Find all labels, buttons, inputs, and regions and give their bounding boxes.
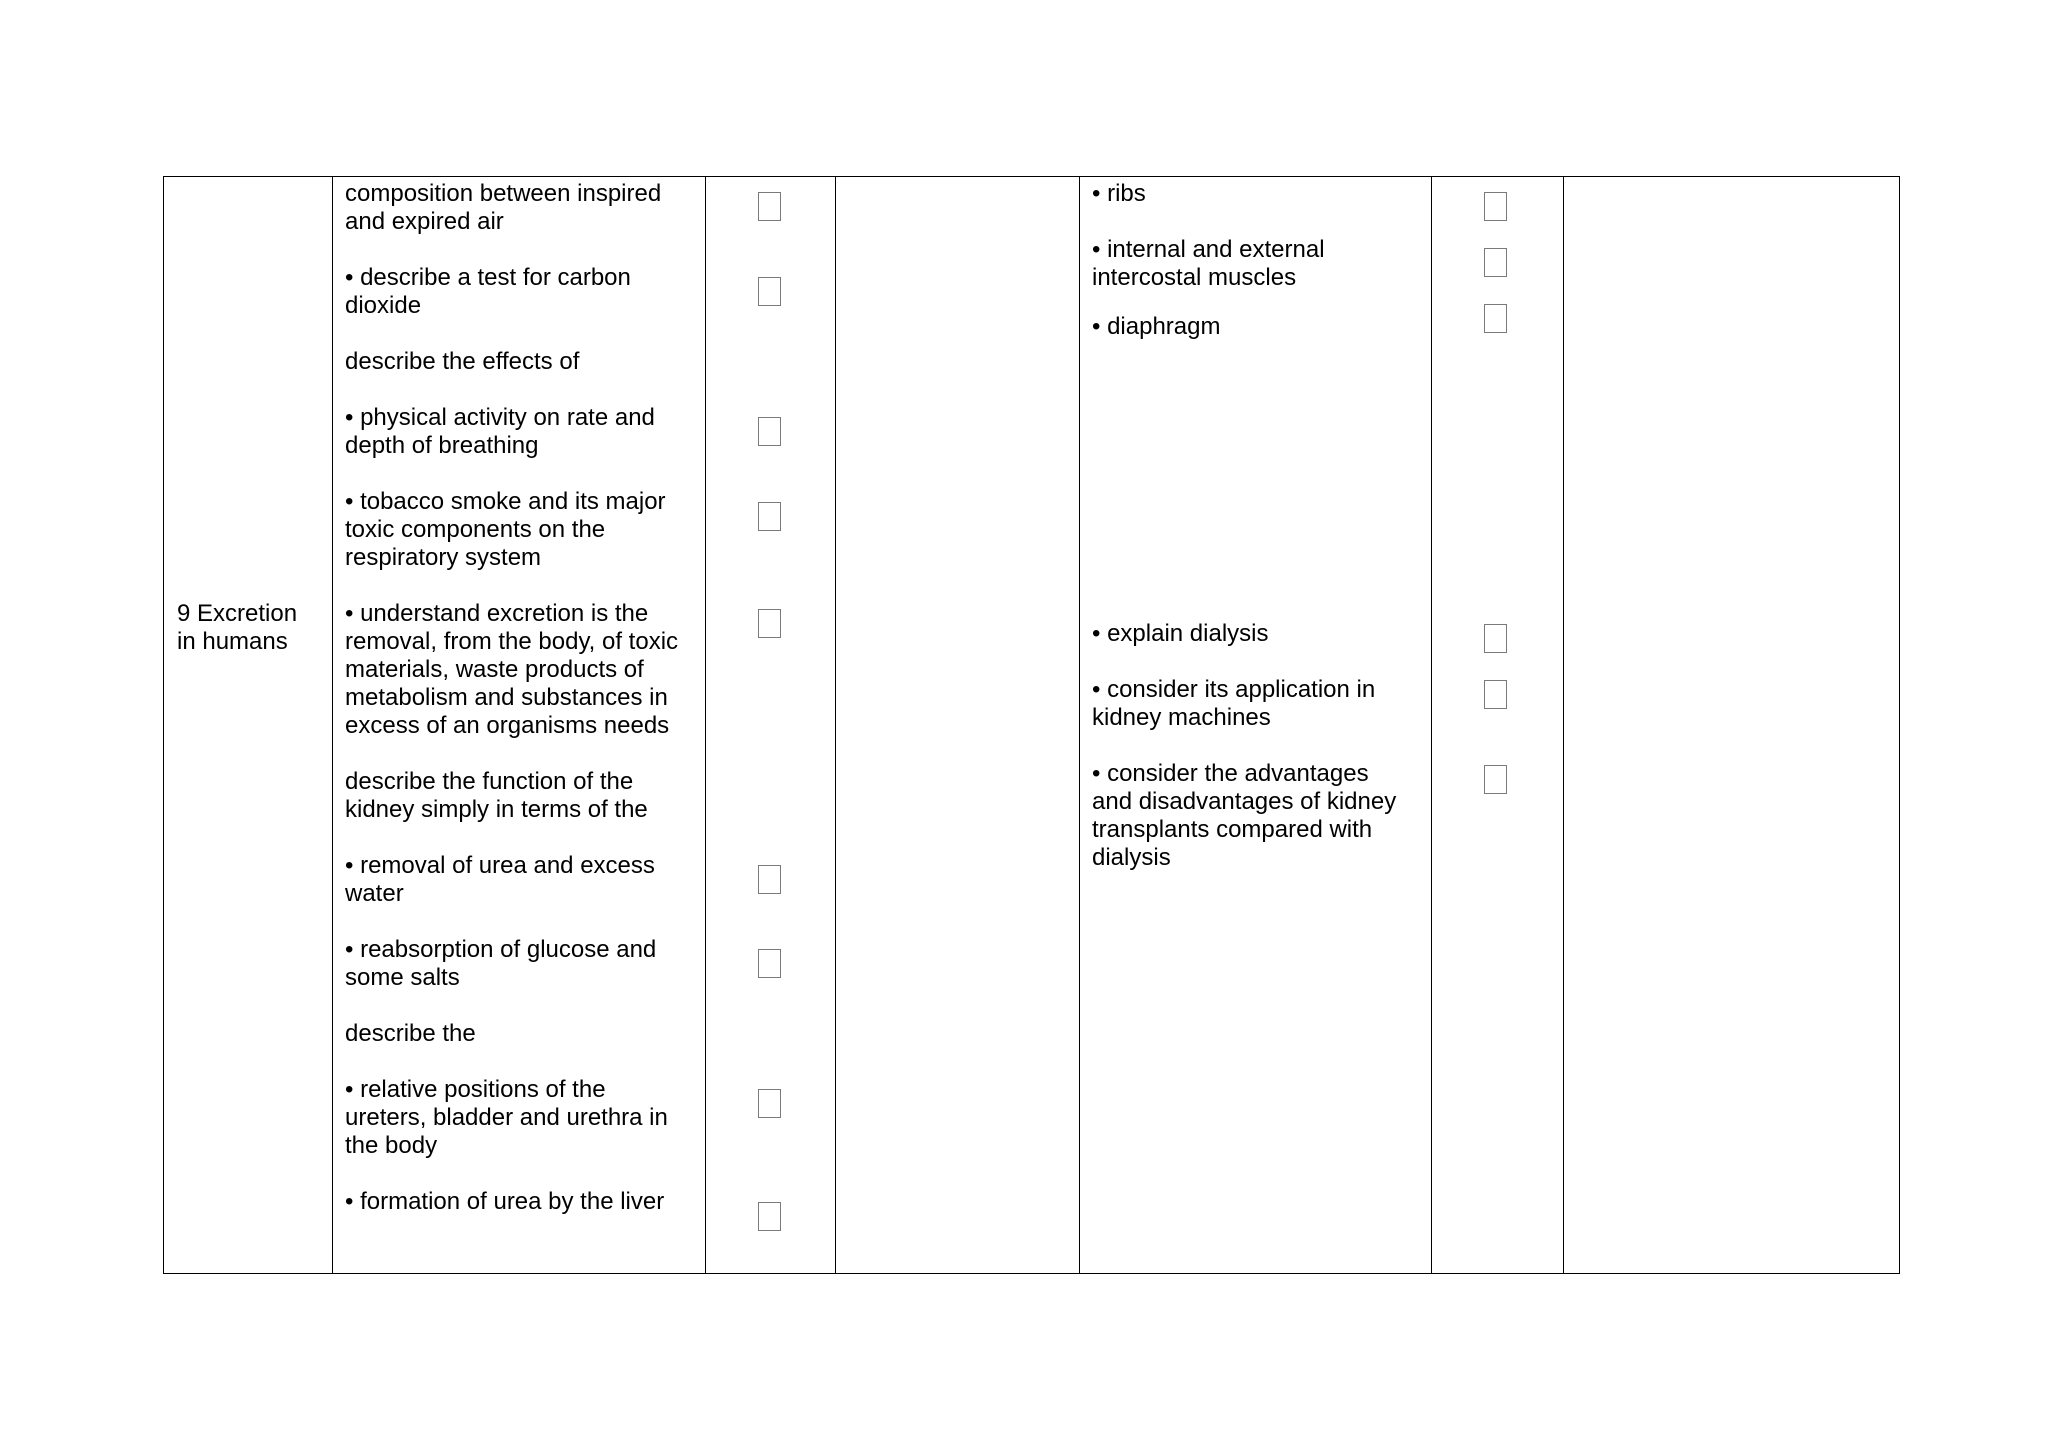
outcome-checkbox[interactable] — [758, 1089, 781, 1118]
supplement-checkbox[interactable] — [1484, 248, 1507, 277]
supplement-checkbox[interactable] — [1484, 680, 1507, 709]
supplement-text: • consider its application in kidney machines — [1092, 676, 1376, 731]
outcome-text: • physical activity on rate and depth of breathing — [345, 404, 655, 459]
outcome-checkbox[interactable] — [758, 417, 781, 446]
column-divider — [332, 177, 333, 1273]
supplement-text: • diaphragm — [1092, 313, 1221, 340]
supplement-checkbox[interactable] — [1484, 304, 1507, 333]
outcome-checkbox[interactable] — [758, 277, 781, 306]
supplement-checkbox[interactable] — [1484, 624, 1507, 653]
outcome-text: • formation of urea by the liver — [345, 1188, 665, 1215]
supplement-checkbox[interactable] — [1484, 765, 1507, 794]
outcome-subheading: describe the — [345, 1020, 476, 1047]
outcome-subheading: describe the effects of — [345, 348, 580, 375]
outcome-text: composition between inspired and expired air — [345, 180, 662, 235]
supplement-text: • consider the advantages and disadvantages of kidney transplants compared with dialysis — [1092, 760, 1397, 871]
outcome-text: • understand excretion is the removal, from the body, of toxic materials, waste products of metabolism and substances in excess of an organisms needs — [345, 600, 679, 739]
column-divider — [1431, 177, 1432, 1273]
supplement-text: • explain dialysis — [1092, 620, 1269, 647]
column-divider — [705, 177, 706, 1273]
outcome-checkbox[interactable] — [758, 502, 781, 531]
outcome-checkbox[interactable] — [758, 609, 781, 638]
outcome-checkbox[interactable] — [758, 865, 781, 894]
column-divider — [1079, 177, 1080, 1273]
supplement-text: • ribs — [1092, 180, 1146, 207]
topic-label: 9 Excretion in humans — [177, 600, 298, 655]
outcome-checkbox[interactable] — [758, 1202, 781, 1231]
outcome-text: • tobacco smoke and its major toxic components on the respiratory system — [345, 488, 666, 571]
outcome-checkbox[interactable] — [758, 192, 781, 221]
column-divider — [1563, 177, 1564, 1273]
outcome-text: • reabsorption of glucose and some salts — [345, 936, 657, 991]
column-divider — [835, 177, 836, 1273]
outcome-text: • describe a test for carbon dioxide — [345, 264, 631, 319]
supplement-text: • internal and external intercostal muscles — [1092, 236, 1325, 291]
outcome-checkbox[interactable] — [758, 949, 781, 978]
outcome-text: • relative positions of the ureters, bladder and urethra in the body — [345, 1076, 668, 1159]
outcome-subheading: describe the function of the kidney simply in terms of the — [345, 768, 648, 823]
outcome-text: • removal of urea and excess water — [345, 852, 655, 907]
syllabus-checklist-table — [163, 176, 1900, 1274]
supplement-checkbox[interactable] — [1484, 192, 1507, 221]
